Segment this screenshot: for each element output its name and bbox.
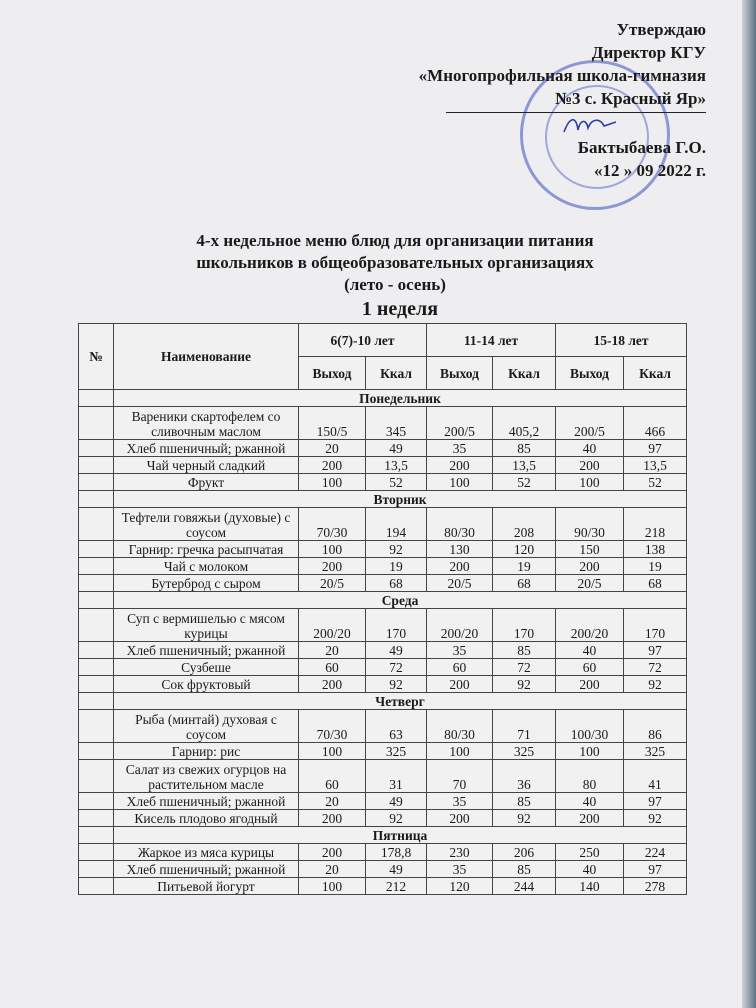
dish-name: Кисель плодово ягодный [114,810,299,827]
approval-line-1: Утверждаю [616,20,706,39]
kcal-cell: 72 [493,659,556,676]
kcal-cell: 85 [493,440,556,457]
output-cell: 120 [427,878,493,895]
output-cell: 100 [427,743,493,760]
output-cell: 60 [556,659,624,676]
kcal-cell: 68 [366,575,427,592]
kcal-cell: 49 [366,642,427,659]
output-cell: 100 [299,474,366,491]
output-cell: 200 [427,558,493,575]
output-cell: 100 [299,743,366,760]
kcal-cell: 13,5 [493,457,556,474]
table-row [79,760,687,793]
day-name: Среда [114,592,687,609]
day-name: Четверг [114,693,687,710]
kcal-cell: 466 [624,407,687,440]
kcal-cell: 405,2 [493,407,556,440]
kcal-cell: 72 [624,659,687,676]
output-cell: 200 [556,558,624,575]
output-cell: 60 [299,760,366,793]
kcal-cell: 92 [493,676,556,693]
day-row [79,693,687,710]
kcal-cell: 138 [624,541,687,558]
row-number-cell [79,810,114,827]
kcal-cell: 278 [624,878,687,895]
kcal-cell: 97 [624,793,687,810]
output-cell: 130 [427,541,493,558]
kcal-cell: 170 [624,609,687,642]
dish-name: Салат из свежих огурцов на растительном масле [114,760,299,793]
kcal-cell: 170 [366,609,427,642]
document-title [160,230,630,296]
table-row [79,878,687,895]
page-edge [742,0,756,1008]
day-row [79,390,687,407]
output-cell: 200 [427,810,493,827]
kcal-cell: 244 [493,878,556,895]
table-row [79,541,687,558]
output-cell: 70 [427,760,493,793]
output-cell: 150 [556,541,624,558]
title-line-3: (лето - осень) [344,275,446,294]
day-name: Пятница [114,827,687,844]
output-cell: 20/5 [299,575,366,592]
kcal-cell: 72 [366,659,427,676]
kcal-cell: 325 [624,743,687,760]
row-number-cell [79,743,114,760]
output-cell: 230 [427,844,493,861]
day-number-cell [79,491,114,508]
dish-name: Бутерброд с сыром [114,575,299,592]
kcal-cell: 97 [624,861,687,878]
menu-table [78,323,687,895]
dish-name: Тефтели говяжьи (духовые) с соусом [114,508,299,541]
approval-line-5: Бактыбаева Г.О. [577,138,706,157]
row-number-cell [79,457,114,474]
row-number-cell [79,642,114,659]
output-cell: 200 [427,676,493,693]
table-row [79,844,687,861]
output-cell: 20 [299,440,366,457]
kcal-cell: 212 [366,878,427,895]
kcal-cell: 52 [624,474,687,491]
output-cell: 100/30 [556,710,624,743]
row-number-cell [79,710,114,743]
output-cell: 100 [427,474,493,491]
output-cell: 140 [556,878,624,895]
table-row [79,861,687,878]
kcal-cell: 41 [624,760,687,793]
output-cell: 200 [556,457,624,474]
dish-name: Сок фруктовый [114,676,299,693]
output-cell: 90/30 [556,508,624,541]
table-row [79,457,687,474]
dish-name: Рыба (минтай) духовая с соусом [114,710,299,743]
output-cell: 200 [299,457,366,474]
kcal-cell: 49 [366,440,427,457]
row-number-cell [79,440,114,457]
output-cell: 70/30 [299,508,366,541]
day-number-cell [79,592,114,609]
dish-name: Чай черный сладкий [114,457,299,474]
kcal-cell: 325 [493,743,556,760]
output-cell: 100 [299,878,366,895]
kcal-cell: 52 [493,474,556,491]
kcal-cell: 92 [366,810,427,827]
kcal-cell: 85 [493,642,556,659]
row-number-cell [79,575,114,592]
header-kcal: Ккал [366,357,427,390]
output-cell: 20/5 [427,575,493,592]
dish-name: Хлеб пшеничный; ржанной [114,793,299,810]
dish-name: Хлеб пшеничный; ржанной [114,440,299,457]
kcal-cell: 208 [493,508,556,541]
output-cell: 60 [427,659,493,676]
table-row [79,609,687,642]
kcal-cell: 206 [493,844,556,861]
dish-name: Гарнир: гречка расыпчатая [114,541,299,558]
output-cell: 200/5 [427,407,493,440]
header-output: Выход [299,357,366,390]
kcal-cell: 68 [493,575,556,592]
row-number-cell [79,793,114,810]
kcal-cell: 92 [624,676,687,693]
kcal-cell: 97 [624,440,687,457]
dish-name: Гарнир: рис [114,743,299,760]
header-age-11-14: 11-14 лет [427,324,556,357]
output-cell: 200 [299,676,366,693]
dish-name: Суп с вермишелью с мясом курицы [114,609,299,642]
kcal-cell: 97 [624,642,687,659]
kcal-cell: 194 [366,508,427,541]
day-name: Понедельник [114,390,687,407]
kcal-cell: 36 [493,760,556,793]
output-cell: 200 [299,558,366,575]
row-number-cell [79,474,114,491]
kcal-cell: 13,5 [624,457,687,474]
row-number-cell [79,844,114,861]
row-number-cell [79,541,114,558]
day-name: Вторник [114,491,687,508]
output-cell: 200/20 [427,609,493,642]
output-cell: 35 [427,440,493,457]
output-cell: 40 [556,642,624,659]
title-line-1: 4-х недельное меню блюд для организации питания [196,231,594,250]
day-number-cell [79,390,114,407]
output-cell: 200/5 [556,407,624,440]
row-number-cell [79,861,114,878]
table-row [79,642,687,659]
approval-line-4: №3 с. Красный Яр» [554,89,706,108]
table-row [79,508,687,541]
dish-name: Вареники скартофелем со сливочным маслом [114,407,299,440]
table-row [79,743,687,760]
table-row [79,659,687,676]
approval-block [346,18,706,182]
kcal-cell: 49 [366,793,427,810]
kcal-cell: 92 [366,541,427,558]
output-cell: 200 [556,810,624,827]
row-number-cell [79,659,114,676]
output-cell: 100 [556,743,624,760]
row-number-cell [79,407,114,440]
output-cell: 250 [556,844,624,861]
kcal-cell: 85 [493,793,556,810]
kcal-cell: 92 [624,810,687,827]
row-number-cell [79,558,114,575]
kcal-cell: 170 [493,609,556,642]
output-cell: 60 [299,659,366,676]
kcal-cell: 92 [493,810,556,827]
header-kcal: Ккал [624,357,687,390]
output-cell: 200/20 [299,609,366,642]
output-cell: 80/30 [427,710,493,743]
dish-name: Фрукт [114,474,299,491]
kcal-cell: 19 [366,558,427,575]
kcal-cell: 31 [366,760,427,793]
table-row [79,558,687,575]
output-cell: 20 [299,861,366,878]
dish-name: Сузбеше [114,659,299,676]
output-cell: 40 [556,793,624,810]
header-age-15-18: 15-18 лет [556,324,687,357]
approval-line-2: Директор КГУ [591,43,706,62]
title-line-2: школьников в общеобразовательных организациях [196,253,594,272]
table-row [79,793,687,810]
row-number-cell [79,676,114,693]
table-row [79,810,687,827]
output-cell: 80 [556,760,624,793]
row-number-cell [79,609,114,642]
output-cell: 200 [299,810,366,827]
output-cell: 70/30 [299,710,366,743]
output-cell: 80/30 [427,508,493,541]
kcal-cell: 178,8 [366,844,427,861]
table-row [79,710,687,743]
kcal-cell: 325 [366,743,427,760]
kcal-cell: 218 [624,508,687,541]
dish-name: Чай с молоком [114,558,299,575]
output-cell: 20 [299,793,366,810]
dish-name: Хлеб пшеничный; ржанной [114,861,299,878]
kcal-cell: 63 [366,710,427,743]
output-cell: 20/5 [556,575,624,592]
approval-line-3: «Многопрофильная школа-гимназия [418,66,706,85]
output-cell: 35 [427,861,493,878]
kcal-cell: 92 [366,676,427,693]
day-number-cell [79,827,114,844]
day-number-cell [79,693,114,710]
output-cell: 200/20 [556,609,624,642]
kcal-cell: 52 [366,474,427,491]
header-kcal: Ккал [493,357,556,390]
table-row [79,575,687,592]
kcal-cell: 120 [493,541,556,558]
row-number-cell [79,760,114,793]
day-row [79,491,687,508]
kcal-cell: 224 [624,844,687,861]
header-age-6-10: 6(7)-10 лет [299,324,427,357]
table-row [79,440,687,457]
kcal-cell: 19 [493,558,556,575]
approval-date: «12 » 09 2022 г. [593,161,706,180]
kcal-cell: 345 [366,407,427,440]
header-name: Наименование [114,324,299,390]
day-row [79,592,687,609]
output-cell: 200 [556,676,624,693]
dish-name: Хлеб пшеничный; ржанной [114,642,299,659]
kcal-cell: 19 [624,558,687,575]
signature-line [446,110,706,113]
week-heading: 1 неделя [361,298,439,320]
table-row [79,474,687,491]
day-row [79,827,687,844]
row-number-cell [79,878,114,895]
output-cell: 200 [427,457,493,474]
kcal-cell: 85 [493,861,556,878]
output-cell: 200 [299,844,366,861]
output-cell: 40 [556,861,624,878]
kcal-cell: 71 [493,710,556,743]
header-output: Выход [556,357,624,390]
header-output: Выход [427,357,493,390]
dish-name: Жаркое из мяса курицы [114,844,299,861]
menu-table-body [79,390,687,895]
output-cell: 100 [556,474,624,491]
header-number: № [79,324,114,390]
output-cell: 35 [427,642,493,659]
kcal-cell: 86 [624,710,687,743]
output-cell: 150/5 [299,407,366,440]
output-cell: 35 [427,793,493,810]
row-number-cell [79,508,114,541]
dish-name: Питьевой йогурт [114,878,299,895]
kcal-cell: 13,5 [366,457,427,474]
kcal-cell: 49 [366,861,427,878]
table-row [79,676,687,693]
kcal-cell: 68 [624,575,687,592]
output-cell: 100 [299,541,366,558]
table-row [79,407,687,440]
output-cell: 40 [556,440,624,457]
output-cell: 20 [299,642,366,659]
